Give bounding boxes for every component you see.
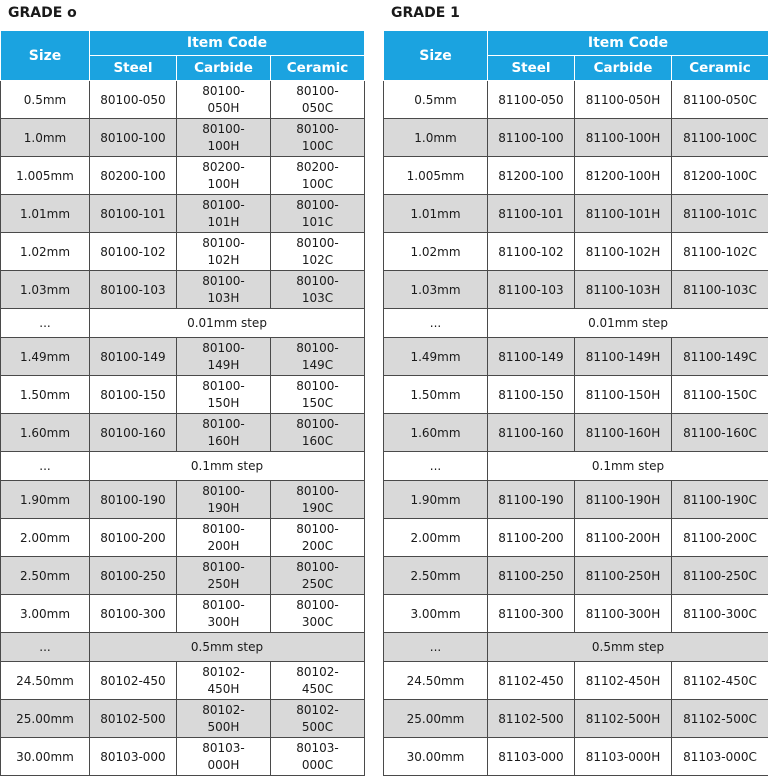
- size-cell: 1.90mm: [384, 481, 488, 519]
- ceramic-code-cell: [271, 338, 365, 376]
- steel-header: Steel: [488, 56, 575, 81]
- ceramic-code-part: 101C: [302, 215, 333, 229]
- ceramic-code-cell: [672, 271, 768, 309]
- carbide-code-part: 450H: [208, 682, 240, 696]
- table-row: [384, 233, 768, 271]
- steel-code-cell: 81100-050: [488, 81, 575, 119]
- carbide-code-part: 102H: [208, 253, 240, 267]
- size-cell: 1.49mm: [1, 338, 90, 376]
- ceramic-code-part: 80200-: [296, 160, 339, 174]
- size-header: Size: [384, 31, 488, 81]
- carbide-code-part: 100H: [208, 139, 240, 153]
- carbide-code-part: 81100-100H: [586, 131, 660, 145]
- ceramic-code-cell: [672, 662, 768, 700]
- grade-0-title: GRADE o: [0, 0, 364, 30]
- ceramic-code-part: 81102-500C: [683, 712, 757, 726]
- size-cell: ...: [384, 633, 488, 662]
- ceramic-code-cell: [271, 414, 365, 452]
- ceramic-code-part: 81100-102C: [683, 245, 757, 259]
- ceramic-code-part: 81100-200C: [683, 531, 757, 545]
- ceramic-code-part: 81100-100C: [683, 131, 757, 145]
- table-row: [384, 481, 768, 519]
- carbide-code-part: 80100-: [202, 484, 245, 498]
- size-cell: 1.90mm: [1, 481, 90, 519]
- ceramic-code-part: 81200-100C: [683, 169, 757, 183]
- steel-code-cell: 81100-101: [488, 195, 575, 233]
- table-row: [1, 376, 365, 414]
- ceramic-code-cell: [672, 157, 768, 195]
- carbide-code-part: 80100-: [202, 198, 245, 212]
- step-label: 0.5mm step: [488, 633, 768, 662]
- step-label: 0.5mm step: [90, 633, 365, 662]
- carbide-header: Carbide: [177, 56, 271, 81]
- ceramic-code-part: 100C: [302, 177, 333, 191]
- steel-code-cell: 81100-160: [488, 414, 575, 452]
- carbide-code-part: 80100-: [202, 84, 245, 98]
- size-cell: 1.60mm: [1, 414, 90, 452]
- carbide-code-cell: [177, 195, 271, 233]
- size-cell: 2.50mm: [1, 557, 90, 595]
- ceramic-code-part: 80100-: [296, 417, 339, 431]
- carbide-code-part: 80100-: [202, 560, 245, 574]
- steel-code-cell: 80102-450: [90, 662, 177, 700]
- ceramic-code-part: 150C: [302, 396, 333, 410]
- ceramic-code-part: 81100-150C: [683, 388, 757, 402]
- ceramic-code-cell: [672, 119, 768, 157]
- ceramic-code-part: 80102-: [296, 703, 339, 717]
- size-cell: 2.50mm: [384, 557, 488, 595]
- steel-code-cell: 81102-450: [488, 662, 575, 700]
- grade-0-panel: [0, 0, 364, 776]
- size-cell: 1.02mm: [384, 233, 488, 271]
- ceramic-code-part: 81100-300C: [683, 607, 757, 621]
- carbide-code-cell: [177, 557, 271, 595]
- table-row: [384, 595, 768, 633]
- table-row: [384, 414, 768, 452]
- size-cell: ...: [1, 633, 90, 662]
- carbide-code-cell: [177, 338, 271, 376]
- table-row: [1, 481, 365, 519]
- table-row: [1, 195, 365, 233]
- carbide-code-part: 190H: [208, 501, 240, 515]
- size-cell: 1.03mm: [1, 271, 90, 309]
- ceramic-code-part: 80103-: [296, 741, 339, 755]
- size-cell: 1.005mm: [1, 157, 90, 195]
- carbide-code-part: 80200-: [202, 160, 245, 174]
- carbide-code-part: 81100-103H: [586, 283, 660, 297]
- size-cell: 0.5mm: [1, 81, 90, 119]
- ceramic-code-cell: [672, 414, 768, 452]
- size-cell: ...: [384, 309, 488, 338]
- ceramic-code-cell: [271, 481, 365, 519]
- carbide-code-part: 103H: [208, 291, 240, 305]
- steel-header: Steel: [90, 56, 177, 81]
- carbide-code-part: 81100-150H: [586, 388, 660, 402]
- ceramic-code-part: 102C: [302, 253, 333, 267]
- steel-code-cell: 80100-300: [90, 595, 177, 633]
- ceramic-code-cell: [271, 557, 365, 595]
- carbide-code-cell: [575, 271, 672, 309]
- size-cell: 1.50mm: [384, 376, 488, 414]
- ceramic-code-cell: [672, 233, 768, 271]
- size-cell: 30.00mm: [1, 738, 90, 776]
- ceramic-code-part: 80100-: [296, 598, 339, 612]
- steel-code-cell: 81100-190: [488, 481, 575, 519]
- carbide-code-part: 160H: [208, 434, 240, 448]
- ceramic-code-part: 000C: [302, 758, 333, 772]
- ceramic-code-part: 80102-: [296, 665, 339, 679]
- carbide-code-cell: [575, 195, 672, 233]
- carbide-code-cell: [177, 376, 271, 414]
- ceramic-code-part: 81100-050C: [683, 93, 757, 107]
- carbide-code-part: 81103-000H: [586, 750, 660, 764]
- carbide-code-part: 050H: [208, 101, 240, 115]
- carbide-code-cell: [575, 481, 672, 519]
- step-row: [1, 309, 365, 338]
- carbide-code-cell: [177, 595, 271, 633]
- ceramic-code-part: 050C: [302, 101, 333, 115]
- step-row: [1, 452, 365, 481]
- carbide-header: Carbide: [575, 56, 672, 81]
- carbide-code-part: 100H: [208, 177, 240, 191]
- steel-code-cell: 81103-000: [488, 738, 575, 776]
- ceramic-code-part: 300C: [302, 615, 333, 629]
- size-cell: 1.50mm: [1, 376, 90, 414]
- ceramic-code-cell: [271, 376, 365, 414]
- carbide-code-cell: [575, 662, 672, 700]
- table-row: [384, 195, 768, 233]
- ceramic-code-part: 81100-149C: [683, 350, 757, 364]
- steel-code-cell: 80100-150: [90, 376, 177, 414]
- steel-code-cell: 81100-102: [488, 233, 575, 271]
- ceramic-code-part: 80100-: [296, 198, 339, 212]
- carbide-code-cell: [575, 376, 672, 414]
- carbide-code-cell: [177, 662, 271, 700]
- size-cell: 1.0mm: [384, 119, 488, 157]
- size-cell: 3.00mm: [1, 595, 90, 633]
- size-cell: 1.01mm: [1, 195, 90, 233]
- ceramic-code-part: 80100-: [296, 236, 339, 250]
- carbide-code-cell: [575, 595, 672, 633]
- ceramic-code-cell: [271, 595, 365, 633]
- carbide-code-cell: [177, 271, 271, 309]
- size-header: Size: [1, 31, 90, 81]
- ceramic-code-cell: [672, 338, 768, 376]
- size-cell: 24.50mm: [384, 662, 488, 700]
- steel-code-cell: 80100-200: [90, 519, 177, 557]
- size-cell: 1.60mm: [384, 414, 488, 452]
- ceramic-code-cell: [271, 271, 365, 309]
- carbide-code-part: 80100-: [202, 379, 245, 393]
- ceramic-code-part: 80100-: [296, 484, 339, 498]
- ceramic-code-cell: [672, 738, 768, 776]
- carbide-code-part: 81100-250H: [586, 569, 660, 583]
- steel-code-cell: 81100-103: [488, 271, 575, 309]
- ceramic-code-part: 500C: [302, 720, 333, 734]
- ceramic-code-part: 80100-: [296, 122, 339, 136]
- carbide-code-cell: [177, 519, 271, 557]
- ceramic-code-cell: [271, 195, 365, 233]
- carbide-code-part: 81100-300H: [586, 607, 660, 621]
- carbide-code-part: 81200-100H: [586, 169, 660, 183]
- carbide-code-cell: [177, 81, 271, 119]
- ceramic-header: Ceramic: [271, 56, 365, 81]
- ceramic-code-part: 160C: [302, 434, 333, 448]
- ceramic-code-part: 81100-101C: [683, 207, 757, 221]
- carbide-code-cell: [575, 557, 672, 595]
- step-row: [384, 452, 768, 481]
- carbide-code-part: 80102-: [202, 665, 245, 679]
- size-cell: 1.49mm: [384, 338, 488, 376]
- carbide-code-part: 80100-: [202, 236, 245, 250]
- carbide-code-part: 80100-: [202, 274, 245, 288]
- ceramic-code-cell: [271, 662, 365, 700]
- carbide-code-part: 81100-149H: [586, 350, 660, 364]
- table-row: [384, 376, 768, 414]
- ceramic-header: Ceramic: [672, 56, 768, 81]
- step-label: 0.01mm step: [90, 309, 365, 338]
- step-label: 0.1mm step: [488, 452, 768, 481]
- carbide-code-cell: [177, 738, 271, 776]
- carbide-code-part: 300H: [208, 615, 240, 629]
- table-row: [1, 557, 365, 595]
- carbide-code-part: 200H: [208, 539, 240, 553]
- ceramic-code-cell: [271, 738, 365, 776]
- carbide-code-cell: [177, 119, 271, 157]
- steel-code-cell: 81100-150: [488, 376, 575, 414]
- ceramic-code-part: 81100-190C: [683, 493, 757, 507]
- carbide-code-part: 250H: [208, 577, 240, 591]
- carbide-code-part: 81102-500H: [586, 712, 660, 726]
- table-row: [1, 414, 365, 452]
- ceramic-code-part: 103C: [302, 291, 333, 305]
- carbide-code-part: 80103-: [202, 741, 245, 755]
- size-cell: 1.005mm: [384, 157, 488, 195]
- size-cell: 25.00mm: [384, 700, 488, 738]
- table-row: [384, 119, 768, 157]
- table-row: [1, 81, 365, 119]
- table-row: [1, 233, 365, 271]
- table-row: [1, 595, 365, 633]
- size-cell: ...: [1, 452, 90, 481]
- ceramic-code-cell: [672, 557, 768, 595]
- size-cell: 3.00mm: [384, 595, 488, 633]
- carbide-code-part: 80100-: [202, 417, 245, 431]
- grade-0-table: [0, 30, 365, 776]
- steel-code-cell: 80100-190: [90, 481, 177, 519]
- steel-code-cell: 81100-200: [488, 519, 575, 557]
- ceramic-code-part: 80100-: [296, 560, 339, 574]
- steel-code-cell: 80100-103: [90, 271, 177, 309]
- ceramic-code-cell: [271, 119, 365, 157]
- ceramic-code-part: 80100-: [296, 84, 339, 98]
- carbide-code-cell: [177, 233, 271, 271]
- ceramic-code-cell: [271, 233, 365, 271]
- item-code-header: Item Code: [90, 31, 365, 56]
- carbide-code-cell: [575, 157, 672, 195]
- carbide-code-part: 150H: [208, 396, 240, 410]
- step-row: [384, 633, 768, 662]
- size-cell: 0.5mm: [384, 81, 488, 119]
- ceramic-code-part: 200C: [302, 539, 333, 553]
- grade-1-title: GRADE 1: [383, 0, 768, 30]
- carbide-code-cell: [575, 519, 672, 557]
- grade-1-body: [384, 81, 768, 776]
- size-cell: 1.02mm: [1, 233, 90, 271]
- carbide-code-cell: [575, 700, 672, 738]
- carbide-code-cell: [575, 81, 672, 119]
- carbide-code-cell: [575, 338, 672, 376]
- ceramic-code-cell: [271, 700, 365, 738]
- carbide-code-part: 149H: [208, 358, 240, 372]
- grade-1-table: [383, 30, 768, 776]
- ceramic-code-part: 100C: [302, 139, 333, 153]
- ceramic-code-part: 81103-000C: [683, 750, 757, 764]
- steel-code-cell: 80100-100: [90, 119, 177, 157]
- table-row: [384, 338, 768, 376]
- ceramic-code-part: 81100-160C: [683, 426, 757, 440]
- table-row: [1, 119, 365, 157]
- carbide-code-cell: [575, 738, 672, 776]
- carbide-code-part: 80102-: [202, 703, 245, 717]
- steel-code-cell: 81100-250: [488, 557, 575, 595]
- size-cell: 2.00mm: [384, 519, 488, 557]
- ceramic-code-cell: [271, 81, 365, 119]
- steel-code-cell: 81200-100: [488, 157, 575, 195]
- grade-1-panel: [383, 0, 768, 776]
- carbide-code-part: 101H: [208, 215, 240, 229]
- carbide-code-part: 81100-200H: [586, 531, 660, 545]
- size-cell: 1.0mm: [1, 119, 90, 157]
- size-cell: 1.03mm: [384, 271, 488, 309]
- table-row: [384, 519, 768, 557]
- carbide-code-part: 81102-450H: [586, 674, 660, 688]
- carbide-code-part: 81100-102H: [586, 245, 660, 259]
- size-cell: ...: [384, 452, 488, 481]
- size-cell: 30.00mm: [384, 738, 488, 776]
- steel-code-cell: 81100-300: [488, 595, 575, 633]
- carbide-code-cell: [177, 481, 271, 519]
- steel-code-cell: 80100-102: [90, 233, 177, 271]
- table-row: [384, 81, 768, 119]
- steel-code-cell: 80200-100: [90, 157, 177, 195]
- carbide-code-part: 80100-: [202, 598, 245, 612]
- carbide-code-part: 81100-160H: [586, 426, 660, 440]
- ceramic-code-part: 250C: [302, 577, 333, 591]
- ceramic-code-part: 81102-450C: [683, 674, 757, 688]
- ceramic-code-cell: [672, 481, 768, 519]
- size-cell: 24.50mm: [1, 662, 90, 700]
- size-cell: ...: [1, 309, 90, 338]
- steel-code-cell: 81100-149: [488, 338, 575, 376]
- carbide-code-part: 000H: [208, 758, 240, 772]
- table-row: [384, 700, 768, 738]
- carbide-code-part: 500H: [208, 720, 240, 734]
- ceramic-code-part: 80100-: [296, 379, 339, 393]
- step-row: [384, 309, 768, 338]
- carbide-code-cell: [177, 700, 271, 738]
- ceramic-code-part: 80100-: [296, 522, 339, 536]
- size-cell: 1.01mm: [384, 195, 488, 233]
- steel-code-cell: 80100-250: [90, 557, 177, 595]
- steel-code-cell: 80102-500: [90, 700, 177, 738]
- table-row: [1, 738, 365, 776]
- carbide-code-part: 80100-: [202, 122, 245, 136]
- ceramic-code-part: 81100-103C: [683, 283, 757, 297]
- table-row: [1, 662, 365, 700]
- table-row: [1, 700, 365, 738]
- table-row: [384, 557, 768, 595]
- carbide-code-cell: [575, 414, 672, 452]
- table-row: [384, 157, 768, 195]
- ceramic-code-cell: [672, 195, 768, 233]
- ceramic-code-part: 80100-: [296, 274, 339, 288]
- ceramic-code-cell: [672, 595, 768, 633]
- steel-code-cell: 80100-050: [90, 81, 177, 119]
- size-cell: 25.00mm: [1, 700, 90, 738]
- carbide-code-part: 80100-: [202, 522, 245, 536]
- ceramic-code-part: 80100-: [296, 341, 339, 355]
- carbide-code-cell: [575, 119, 672, 157]
- carbide-code-cell: [177, 414, 271, 452]
- ceramic-code-cell: [271, 519, 365, 557]
- table-row: [1, 271, 365, 309]
- grade-0-body: [1, 81, 365, 776]
- carbide-code-cell: [575, 233, 672, 271]
- ceramic-code-cell: [271, 157, 365, 195]
- step-row: [1, 633, 365, 662]
- steel-code-cell: 80100-101: [90, 195, 177, 233]
- size-cell: 2.00mm: [1, 519, 90, 557]
- table-row: [1, 519, 365, 557]
- step-label: 0.1mm step: [90, 452, 365, 481]
- carbide-code-part: 81100-050H: [586, 93, 660, 107]
- table-row: [384, 662, 768, 700]
- ceramic-code-cell: [672, 519, 768, 557]
- carbide-code-part: 81100-190H: [586, 493, 660, 507]
- steel-code-cell: 81102-500: [488, 700, 575, 738]
- steel-code-cell: 80103-000: [90, 738, 177, 776]
- carbide-code-part: 80100-: [202, 341, 245, 355]
- steel-code-cell: 80100-160: [90, 414, 177, 452]
- table-row: [384, 271, 768, 309]
- item-code-header: Item Code: [488, 31, 768, 56]
- steel-code-cell: 80100-149: [90, 338, 177, 376]
- step-label: 0.01mm step: [488, 309, 768, 338]
- ceramic-code-part: 190C: [302, 501, 333, 515]
- carbide-code-cell: [177, 157, 271, 195]
- ceramic-code-cell: [672, 81, 768, 119]
- ceramic-code-cell: [672, 376, 768, 414]
- steel-code-cell: 81100-100: [488, 119, 575, 157]
- ceramic-code-cell: [672, 700, 768, 738]
- carbide-code-part: 81100-101H: [586, 207, 660, 221]
- table-row: [384, 738, 768, 776]
- table-row: [1, 157, 365, 195]
- ceramic-code-part: 450C: [302, 682, 333, 696]
- ceramic-code-part: 81100-250C: [683, 569, 757, 583]
- ceramic-code-part: 149C: [302, 358, 333, 372]
- table-row: [1, 338, 365, 376]
